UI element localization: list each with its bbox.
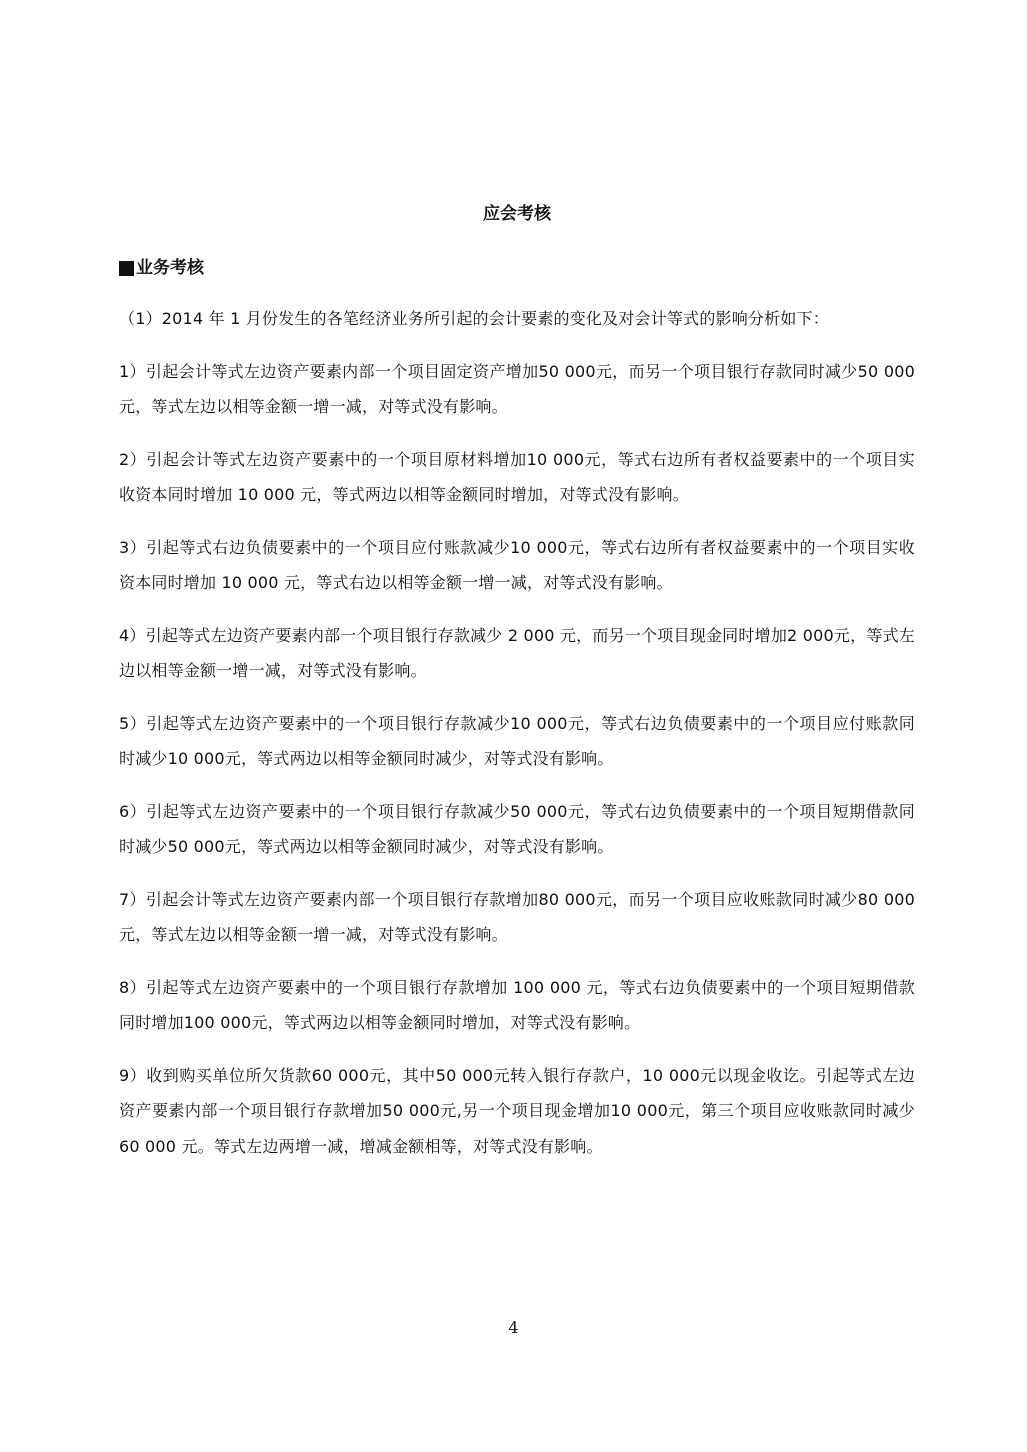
intro-paragraph: （1）2014 年 1 月份发生的各笔经济业务所引起的会计要素的变化及对会计等式的影响分析如下： [119, 309, 829, 328]
item-paragraph-6: 6）引起等式左边资产要素中的一个项目银行存款减少50 000元，等式右边负债要素中的一个项目短期借款同时减少50 000元，等式两边以相等金额同时减少，对等式没有影响。 [119, 801, 915, 856]
page-number: 4 [508, 1318, 519, 1337]
item-paragraph-2: 2）引起会计等式左边资产要素中的一个项目原材料增加10 000元，等式右边所有者权益要素中的一个项目实收资本同时增加 10 000 元，等式两边以相等金额同时增加，对等式没有影响。 [119, 449, 915, 504]
item-paragraph-8: 8）引起等式左边资产要素中的一个项目银行存款增加 100 000 元，等式右边负债要素中的一个项目短期借款同时增加100 000元，等式两边以相等金额同时增加，对等式没有影响。 [119, 977, 915, 1032]
item-paragraph-7: 7）引起会计等式左边资产要素内部一个项目银行存款增加80 000元，而另一个项目应收账款同时减少80 000元，等式左边以相等金额一增一减，对等式没有影响。 [119, 889, 915, 944]
page-title: 应会考核 [483, 204, 551, 224]
item-paragraph-1: 1）引起会计等式左边资产要素内部一个项目固定资产增加50 000元，而另一个项目银行存款同时减少50 000元，等式左边以相等金额一增一减，对等式没有影响。 [119, 361, 915, 416]
square-bullet-icon [119, 261, 134, 276]
item-paragraph-3: 3）引起等式右边负债要素中的一个项目应付账款减少10 000元，等式右边所有者权益要素中的一个项目实收资本同时增加 10 000 元，等式右边以相等金额一增一减，对等式没有影响。 [119, 537, 915, 592]
section-heading-label: 业务考核 [136, 258, 204, 278]
section-heading [119, 254, 915, 282]
item-paragraph-4: 4）引起等式左边资产要素内部一个项目银行存款减少 2 000 元，而另一个项目现金同时增加2 000元，等式左边以相等金额一增一减，对等式没有影响。 [119, 625, 915, 680]
item-paragraph-9: 9）收到购买单位所欠货款60 000元，其中50 000元转入银行存款户，10 000元以现金收讫。引起等式左边资产要素内部一个项目银行存款增加50 000元,另一个项目现金增加10 000元，第三个项目应收账款同时减少 60 000 元。等式左边两增一减，增减金额相等，对等式没有影响。 [119, 1065, 915, 1156]
page-content [119, 200, 915, 1181]
item-paragraph-5: 5）引起等式左边资产要素中的一个项目银行存款减少10 000元，等式右边负债要素中的一个项目应付账款同时减少10 000元，等式两边以相等金额同时减少，对等式没有影响。 [119, 713, 915, 768]
